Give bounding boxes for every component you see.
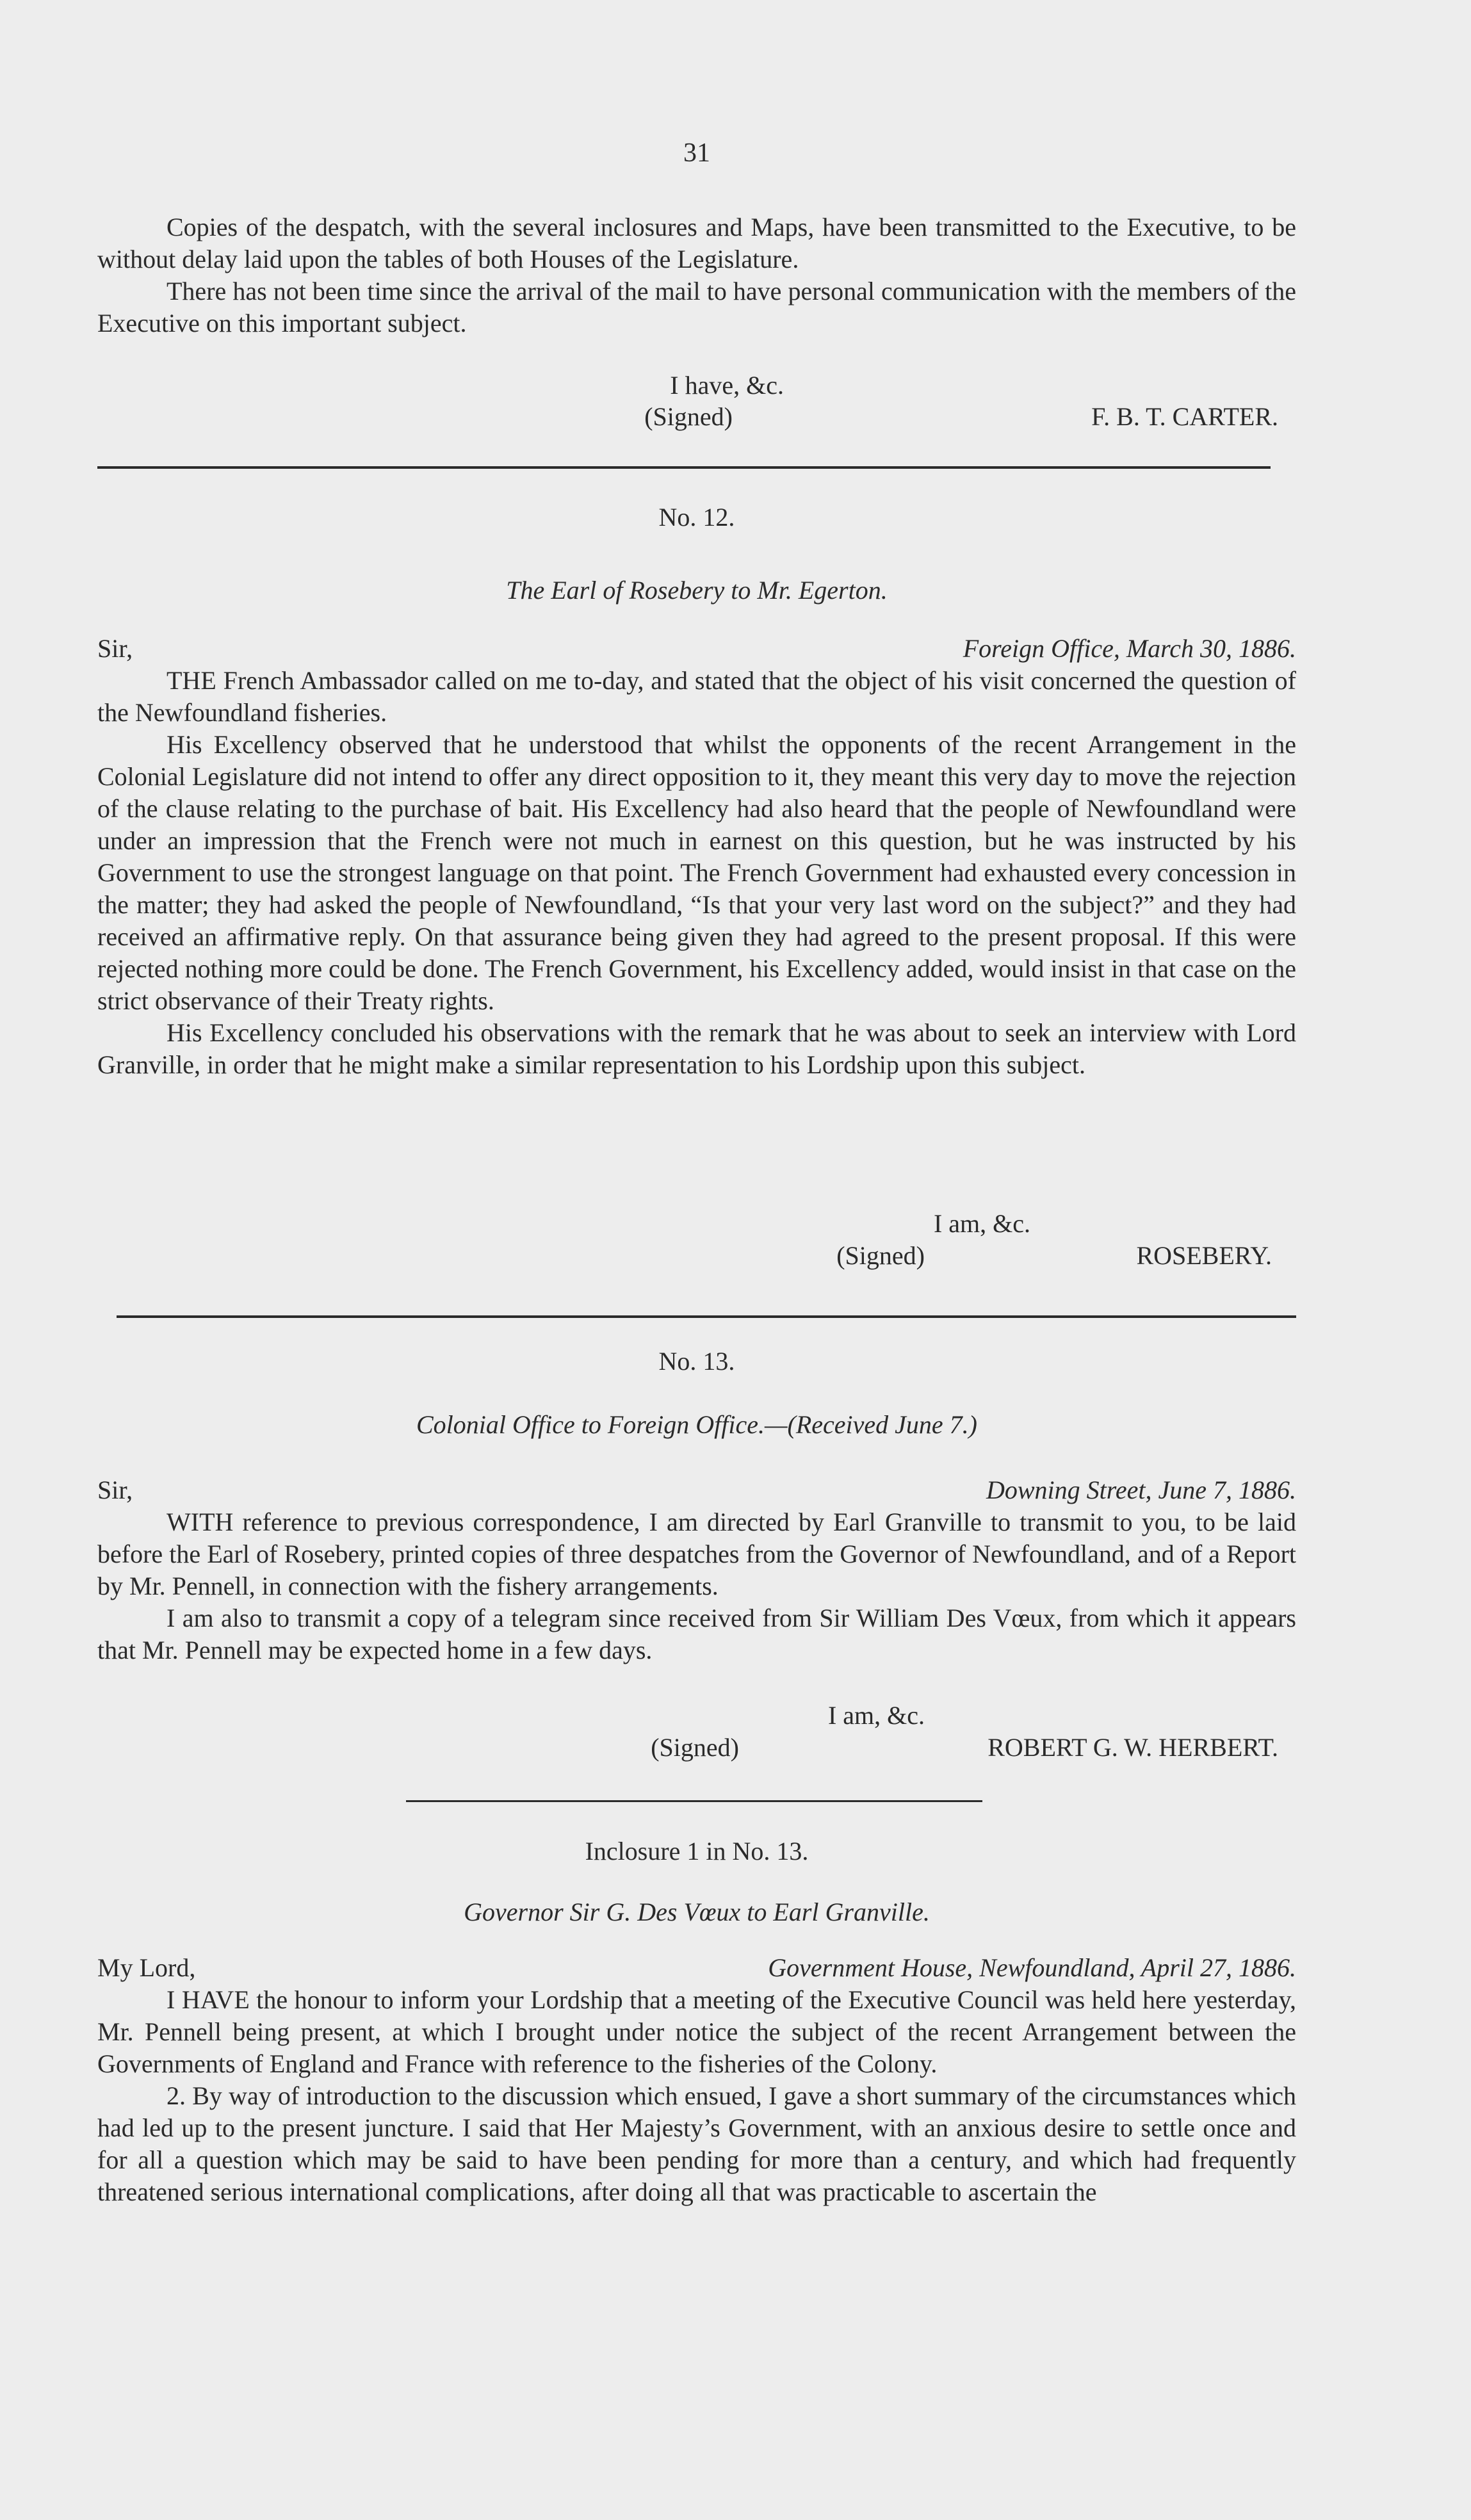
inclosure-heading: Inclosure 1 in No. 13. <box>585 1837 809 1866</box>
no13-closing: I am, &c. <box>827 1701 925 1730</box>
no12-heading: No. 12. <box>658 503 735 532</box>
no12-title: The Earl of Rosebery to Mr. Egerton. <box>506 576 888 605</box>
no13-title: Colonial Office to Foreign Office.—(Received June 7.) <box>416 1410 977 1439</box>
inclosure-body <box>97 1984 1296 2208</box>
no13-salutation: Sir, <box>97 1475 133 1504</box>
no13-body <box>97 1506 1296 1666</box>
inclosure-salutation-row <box>97 1952 1296 1984</box>
inclosure-divider <box>406 1800 982 1802</box>
no12-paragraph-2: His Excellency observed that he understood that whilst the opponents of the recent Arrangement in the Colonial Legislature did not intend to offer any direct opposition to it, they meant this very day to move the rejection of the clause relating to the purchase of bait. His Excellency had also heard that the people of Newfoundland were under an impression that the French were not much in earnest on this question, but he was instructed by his Government to use the strongest language on that point. The French Government had exhausted every concession in the matter; they had asked the people of Newfoundland, “Is that your very last word on the subject?” and they had received an affirmative reply. On that assurance being given they had agreed to the present proposal. If this were rejected nothing more could be done. The French Government, his Excellency added, would insist in that case on the strict observance of their Treaty rights. <box>97 730 1296 1015</box>
intro-signed: (Signed) <box>644 402 733 431</box>
intro-paragraph-1: Copies of the despatch, with the several inclosures and Maps, have been transmitted to the Executive, to be without delay laid upon the tables of both Houses of the Legislature. <box>97 213 1296 273</box>
no13-heading: No. 13. <box>658 1347 735 1376</box>
intro-section <box>97 211 1296 339</box>
document-page <box>97 0 1296 2520</box>
inclosure-title: Governor Sir G. Des Vœux to Earl Granville. <box>464 1898 930 1926</box>
section-divider <box>117 1315 1296 1318</box>
no12-paragraph-3: His Excellency concluded his observations with the remark that he was about to seek an interview with Lord Granville, in order that he might make a similar representation to his Lordship upon this subject. <box>97 1018 1296 1079</box>
no13-paragraph-1: WITH reference to previous correspondence, I am directed by Earl Granville to transmit to you, to be laid before the Earl of Rosebery, printed copies of three despatches from the Governor of Newfoundland, and of a Report by Mr. Pennell, in connection with the fishery arrangements. <box>97 1508 1296 1600</box>
intro-signatory: F. B. T. CARTER. <box>1091 402 1278 431</box>
page-number: 31 <box>683 138 710 168</box>
no13-signatory: ROBERT G. W. HERBERT. <box>987 1733 1278 1762</box>
no13-dateline: Downing Street, June 7, 1886. <box>986 1475 1296 1504</box>
no12-body <box>97 665 1296 1081</box>
inclosure-dateline: Government House, Newfoundland, April 27, 1886. <box>768 1953 1296 1982</box>
no13-salutation-row <box>97 1474 1296 1506</box>
no12-salutation: Sir, <box>97 634 133 663</box>
no12-dateline: Foreign Office, March 30, 1886. <box>963 634 1296 663</box>
no12-closing: I am, &c. <box>933 1209 1030 1238</box>
inclosure-paragraph-2: 2. By way of introduction to the discussion which ensued, I gave a short summary of the circumstances which had led up to the present juncture. I said that Her Majesty’s Government, with an anxious desire to settle once and for all a question which may be said to have been pending for more than a century, and which had frequently threatened serious international complications, after doing all that was practicable to ascertain the <box>97 2081 1296 2206</box>
no12-paragraph-1: THE French Ambassador called on me to-day, and stated that the object of his visit concerned the question of the Newfoundland fisheries. <box>97 666 1296 727</box>
inclosure-paragraph-1: I HAVE the honour to inform your Lordship that a meeting of the Executive Council was held here yesterday, Mr. Pennell being present, at which I brought under notice the subject of the recent Arrangement between the Governments of England and France with reference to the fisheries of the Colony. <box>97 1985 1296 2078</box>
section-divider <box>97 466 1271 469</box>
no12-signatory: ROSEBERY. <box>1136 1241 1272 1270</box>
no13-paragraph-2: I am also to transmit a copy of a telegram since received from Sir William Des Vœux, from which it appears that Mr. Pennell may be expected home in a few days. <box>97 1604 1296 1664</box>
inclosure-salutation: My Lord, <box>97 1953 196 1982</box>
no13-signed: (Signed) <box>651 1733 739 1762</box>
intro-paragraph-2: There has not been time since the arrival of the mail to have personal communication with the members of the Executive on this important subject. <box>97 277 1296 337</box>
no12-salutation-row <box>97 633 1296 665</box>
no12-signed: (Signed) <box>836 1241 925 1270</box>
intro-closing: I have, &c. <box>670 371 784 400</box>
